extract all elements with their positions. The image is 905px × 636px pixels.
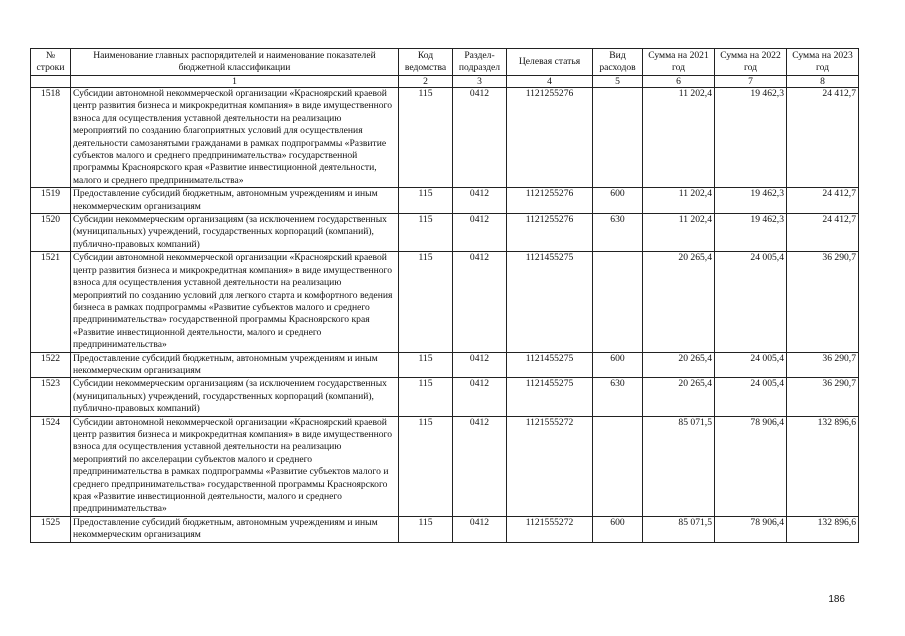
table-row (31, 516, 859, 542)
row-expense-type (593, 252, 643, 352)
row-dept-code: 115 (399, 352, 453, 378)
row-sum-2023: 24 412,7 (787, 88, 859, 188)
row-expense-type: 600 (593, 188, 643, 214)
row-number: 1518 (31, 88, 71, 188)
row-number: 1520 (31, 214, 71, 252)
row-sum-2022: 19 462,3 (715, 214, 787, 252)
row-dept-code: 115 (399, 416, 453, 516)
row-name: Субсидии автономной некоммерческой организации «Красноярский краевой центр развития бизнеса и микрокредитная компания» в виде имущественного взноса для осуществления уставной деятельности на реализацию мероприятий по акселерации субъектов малого и среднего предпринимательства в рамках подпрограммы «Развитие субъектов малого и среднего предпринимательства» государственной программы Красноярского края «Развитие инвестиционной деятельности, малого и среднего предпринимательства» (71, 416, 399, 516)
table-row (31, 378, 859, 416)
row-sum-2022: 24 005,4 (715, 378, 787, 416)
column-index: 1 (71, 76, 399, 88)
row-expense-type (593, 88, 643, 188)
row-section: 0412 (453, 516, 507, 542)
row-sum-2021: 85 071,5 (643, 416, 715, 516)
row-expense-type: 630 (593, 214, 643, 252)
header-sum-2021: Сумма на 2021 год (643, 49, 715, 76)
row-name: Субсидии некоммерческим организациям (за исключением государственных (муниципальных) учреждений, государственных корпораций (компаний), публично-правовых компаний) (71, 378, 399, 416)
row-expense-type: 630 (593, 378, 643, 416)
row-section: 0412 (453, 352, 507, 378)
header-sum-2022: Сумма на 2022 год (715, 49, 787, 76)
row-target-article: 1121255276 (507, 88, 593, 188)
row-name: Предоставление субсидий бюджетным, автономным учреждениям и иным некоммерческим организациям (71, 516, 399, 542)
row-expense-type: 600 (593, 516, 643, 542)
table-row (31, 416, 859, 516)
row-sum-2023: 36 290,7 (787, 352, 859, 378)
row-target-article: 1121455275 (507, 352, 593, 378)
row-dept-code: 115 (399, 516, 453, 542)
row-expense-type (593, 416, 643, 516)
header-row-number: № строки (31, 49, 71, 76)
row-number: 1519 (31, 188, 71, 214)
row-sum-2023: 132 896,6 (787, 416, 859, 516)
row-section: 0412 (453, 88, 507, 188)
row-sum-2021: 11 202,4 (643, 214, 715, 252)
row-target-article: 1121455275 (507, 378, 593, 416)
row-sum-2022: 24 005,4 (715, 252, 787, 352)
column-index: 8 (787, 76, 859, 88)
row-section: 0412 (453, 214, 507, 252)
row-section: 0412 (453, 416, 507, 516)
row-dept-code: 115 (399, 188, 453, 214)
row-dept-code: 115 (399, 378, 453, 416)
header-section: Раздел-подраздел (453, 49, 507, 76)
row-expense-type: 600 (593, 352, 643, 378)
header-sum-2023: Сумма на 2023 год (787, 49, 859, 76)
row-sum-2023: 24 412,7 (787, 214, 859, 252)
row-sum-2023: 36 290,7 (787, 252, 859, 352)
column-index: 5 (593, 76, 643, 88)
row-name: Субсидии автономной некоммерческой организации «Красноярский краевой центр развития бизнеса и микрокредитная компания» в виде имущественного взноса для осуществления уставной деятельности на реализацию мероприятий по созданию благоприятных условий для осуществления деятельности самозанятыми гражданами в рамках подпрограммы «Развитие субъектов малого и среднего предпринимательства» государственной программы Красноярского края «Развитие инвестиционной деятельности, малого и среднего предпринимательства» (71, 88, 399, 188)
row-sum-2021: 11 202,4 (643, 188, 715, 214)
row-dept-code: 115 (399, 214, 453, 252)
row-dept-code: 115 (399, 252, 453, 352)
row-sum-2023: 24 412,7 (787, 188, 859, 214)
row-sum-2023: 36 290,7 (787, 378, 859, 416)
header-name: Наименование главных распорядителей и наименование показателей бюджетной классификации (71, 49, 399, 76)
row-sum-2021: 20 265,4 (643, 252, 715, 352)
column-index-row (31, 76, 859, 88)
page-number: 186 (828, 594, 845, 605)
table-body (31, 88, 859, 543)
header-target-article: Целевая статья (507, 49, 593, 76)
row-sum-2021: 20 265,4 (643, 378, 715, 416)
row-target-article: 1121455275 (507, 252, 593, 352)
row-sum-2022: 19 462,3 (715, 188, 787, 214)
row-number: 1525 (31, 516, 71, 542)
column-index: 4 (507, 76, 593, 88)
table-row (31, 214, 859, 252)
row-sum-2022: 24 005,4 (715, 352, 787, 378)
table-row (31, 88, 859, 188)
row-target-article: 1121255276 (507, 214, 593, 252)
row-sum-2022: 19 462,3 (715, 88, 787, 188)
budget-table (30, 48, 859, 543)
column-index: 2 (399, 76, 453, 88)
header-expense-type: Вид расходов (593, 49, 643, 76)
row-name: Предоставление субсидий бюджетным, автономным учреждениям и иным некоммерческим организациям (71, 188, 399, 214)
row-target-article: 1121555272 (507, 416, 593, 516)
row-name: Субсидии автономной некоммерческой организации «Красноярский краевой центр развития бизнеса и микрокредитная компания» в виде имущественного взноса для осуществления уставной деятельности на реализацию мероприятий по созданию условий для легкого старта и комфортного ведения бизнеса в рамках подпрограммы «Развитие субъектов малого и среднего предпринимательства» государственной программы Красноярского края «Развитие инвестиционной деятельности, малого и среднего предпринимательства» (71, 252, 399, 352)
column-index: 7 (715, 76, 787, 88)
column-index (31, 76, 71, 88)
row-sum-2021: 20 265,4 (643, 352, 715, 378)
row-sum-2023: 132 896,6 (787, 516, 859, 542)
row-sum-2021: 85 071,5 (643, 516, 715, 542)
row-name: Субсидии некоммерческим организациям (за исключением государственных (муниципальных) учреждений, государственных корпораций (компаний), публично-правовых компаний) (71, 214, 399, 252)
table-row (31, 352, 859, 378)
row-dept-code: 115 (399, 88, 453, 188)
row-number: 1521 (31, 252, 71, 352)
table-header (31, 49, 859, 88)
row-section: 0412 (453, 378, 507, 416)
row-target-article: 1121555272 (507, 516, 593, 542)
header-dept-code: Код ведомства (399, 49, 453, 76)
row-target-article: 1121255276 (507, 188, 593, 214)
row-sum-2021: 11 202,4 (643, 88, 715, 188)
column-index: 6 (643, 76, 715, 88)
table-row (31, 252, 859, 352)
row-number: 1523 (31, 378, 71, 416)
row-section: 0412 (453, 188, 507, 214)
row-number: 1522 (31, 352, 71, 378)
row-name: Предоставление субсидий бюджетным, автономным учреждениям и иным некоммерческим организациям (71, 352, 399, 378)
row-sum-2022: 78 906,4 (715, 516, 787, 542)
budget-document (30, 48, 858, 543)
row-section: 0412 (453, 252, 507, 352)
row-number: 1524 (31, 416, 71, 516)
table-row (31, 188, 859, 214)
column-index: 3 (453, 76, 507, 88)
row-sum-2022: 78 906,4 (715, 416, 787, 516)
